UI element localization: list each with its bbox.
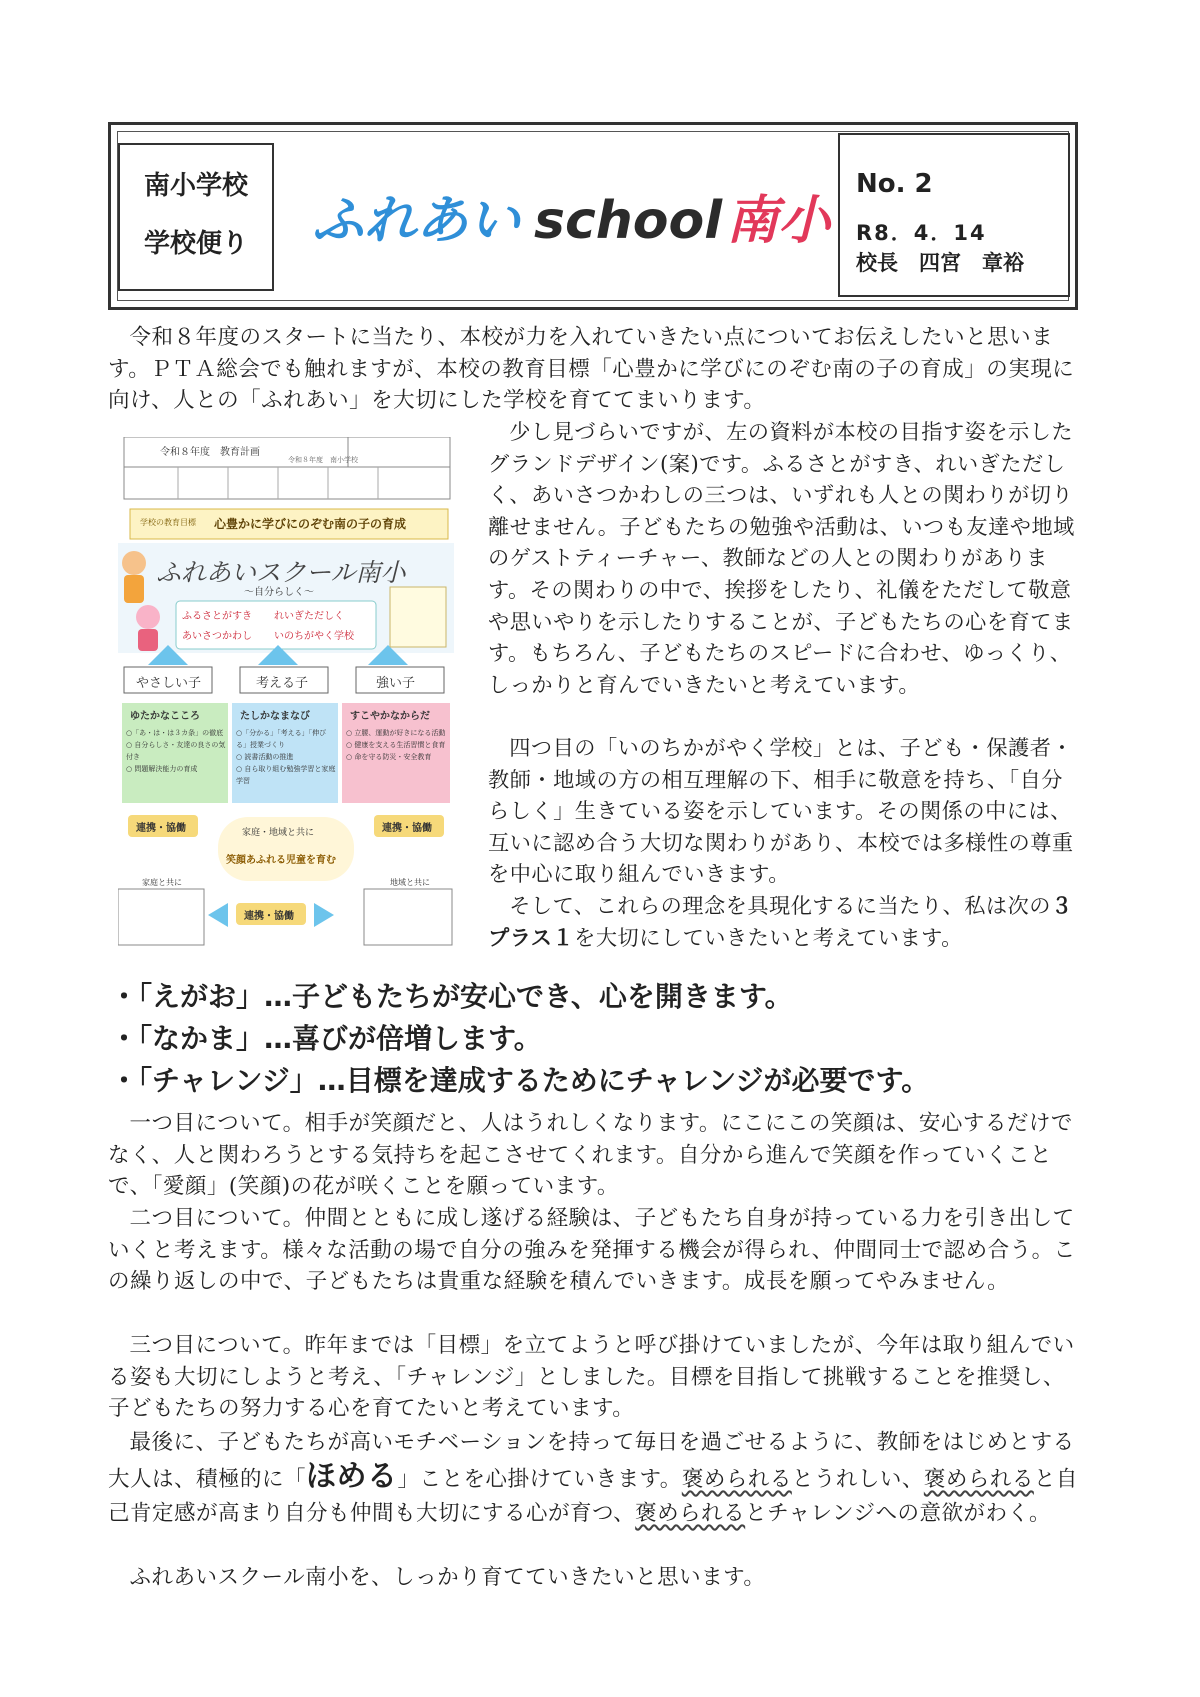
fig-center-main: 笑顔あふれる児童を育む xyxy=(226,855,336,866)
homerareru-3: 褒められる xyxy=(635,1501,746,1526)
body-paragraph-2: 二つ目について。仲間とともに成し遂げる経験は、子どもたち自身が持っている力を引き出していくと考えます。様々な活動の場で自分の強みを発揮する機会が得られ、仲間同士で認め合う。この繰り返しの中で、子どもたちは貴重な経験を積んでいきます。成長を願ってやみません。 xyxy=(108,1206,1076,1295)
grand-design-graphic xyxy=(118,437,454,947)
title-part-school: school xyxy=(534,191,723,251)
newsletter-title xyxy=(312,178,852,258)
fig-link-left: 連携・協働 xyxy=(136,823,186,834)
body-p4-text-a: 最後に、子どもたちが高いモチベーションを持って毎日を過ごせるように、教師をはじめとする大人は、積極的に「 xyxy=(108,1430,1075,1492)
fig-col2-head: たしかなまなび xyxy=(240,711,310,722)
fig-col1-line: ○「あ・は・は３カ条」の徹底 xyxy=(126,729,224,737)
intro-p4-text-b: を大切にしていきたいと考えています。 xyxy=(574,924,963,950)
fig-item-2: れいぎただしく xyxy=(274,611,344,622)
three-plus-one: ３プラス１ xyxy=(488,893,1073,950)
fig-col2-line: ○ 読書活動の推進 xyxy=(236,753,294,761)
issue-date: R8．4．14 xyxy=(856,221,987,245)
fig-col3-head: すこやかなからだ xyxy=(350,711,430,722)
intro-paragraph-1: 令和８年度のスタートに当たり、本校が力を入れていきたい点についてお伝えしたいと思います。ＰＴＡ総会でも触れますが、本校の教育目標「心豊かに学びにのぞむ南の子の育成」の実現に向け、人との「ふれあい」を大切にした学校を育ててまいります。 xyxy=(108,325,1075,414)
fig-main-title: ふれあいスクール南小 xyxy=(156,558,406,587)
fig-col1-line: ○ 自分らしさ・友達の良さの気付き xyxy=(126,741,226,761)
body-p4-text-c: とうれしい、 xyxy=(791,1467,924,1492)
homerareru-1: 褒められる xyxy=(681,1467,792,1492)
body-paragraph-1: 一つ目について。相手が笑顔だと、人はうれしくなります。にこにこの笑顔は、安心するだけでなく、人と関わろうとする気持ちを起こさせてくれます。自分から進んで笑顔を作っていくことで、「愛顔」(笑顔)の花が咲くことを願っています。 xyxy=(108,1111,1073,1200)
title-part-minamisho: 南小 xyxy=(726,191,831,251)
fig-col1-head: ゆたかなこころ xyxy=(130,711,200,722)
fig-goal-text: 心豊かに学びにのぞむ南の子の育成 xyxy=(214,517,407,531)
fig-right-label: 地域と共に xyxy=(390,878,430,887)
fig-col3-line: ○ 命を守る防災・安全教育 xyxy=(346,753,432,761)
fig-child-strong: 強い子 xyxy=(376,676,416,691)
issue-info-box xyxy=(838,133,1070,297)
bullet-challenge: ・「チャレンジ」…目標を達成するためにチャレンジが必要です。 xyxy=(110,1064,930,1097)
fig-col1-body xyxy=(126,727,226,775)
homerareru-2: 褒められる xyxy=(923,1467,1034,1492)
issue-number: No. 2 xyxy=(856,169,933,199)
intro-paragraph-2: 少し見づらいですが、左の資料が本校の目指す姿を示したグランドデザイン(案)です。ふるさとがすき、れいぎただしく、あいさつかわしの三つは、いずれも人との関わりが切り離せません。子どもたちの勉強や活動は、いつも友達や地域のゲストティーチャー、教師などの人との関わりがあります。その関わりの中で、挨拶をしたり、礼儀をただして敬意や思いやりを示したりすることが、子どもたちの心を育てます。もちろん、子どもたちのスピードに合わせ、ゆっくり、しっかりと育んでいきたいと考えています。 xyxy=(488,419,1075,697)
fig-link-right: 連携・協働 xyxy=(382,823,432,834)
body-paragraph-3: 三つ目について。昨年までは「目標」を立てようと呼び掛けていましたが、今年は取り組んでいる姿も大切にしようと考え、「チャレンジ」としました。目標を目指して挑戦することを推奨し、子どもたちの努力する心を育てたいと考えています。 xyxy=(108,1333,1075,1422)
body-p4-text-b: 」ことを心掛けていきます。 xyxy=(397,1467,682,1492)
bullet-nakama: ・「なかま」…喜びが倍増します。 xyxy=(110,1022,542,1055)
three-plus-one-list xyxy=(110,976,1080,1102)
fig-link-bottom: 連携・協働 xyxy=(244,911,294,922)
body-p4-text-d: と自己肯定感が高まり自分も仲間も大切にする心が育つ、 xyxy=(108,1467,1078,1526)
fig-sub-title: 〜自分らしく〜 xyxy=(244,587,314,598)
school-label-box xyxy=(118,143,274,291)
body-paragraph-5: ふれあいスクール南小を、しっかり育てていきたいと思います。 xyxy=(129,1565,766,1590)
fig-col3-line: ○ 健康を支える生活習慣と食育 xyxy=(346,741,446,749)
intro-paragraph-4 xyxy=(488,890,1078,953)
fig-col2-body xyxy=(236,727,336,787)
fig-col3-body xyxy=(346,727,448,763)
fig-item-1: ふるさとがすき xyxy=(182,611,252,622)
fig-col2-line: ○ 自ら取り組む勉強学習と家庭学習 xyxy=(236,765,336,785)
grand-design-figure xyxy=(118,437,454,947)
fig-plan-title: 令和８年度 教育計画 xyxy=(160,447,260,458)
fig-goal-label: 学校の教育目標 xyxy=(140,518,196,527)
intro-paragraph-3: 四つ目の「いのちかがやく学校」とは、子ども・保護者・教師・地域の方の相互理解の下、相手に敬意を持ち、「自分らしく」生きている姿を示しています。その関係の中には、互いに認め合う大切な関わりがあり、本校では多様性の尊重を中心に取り組んでいきます。 xyxy=(488,735,1074,887)
fig-col1-line: ○ 問題解決能力の育成 xyxy=(126,765,198,773)
body-paragraph-4 xyxy=(108,1426,1078,1531)
fig-col3-line: ○ 立腰、運動が好きになる活動 xyxy=(346,729,446,737)
homeru-emphasis: ほめる xyxy=(306,1459,398,1494)
fig-item-4: いのちがやく学校 xyxy=(274,631,354,642)
fig-plan-org: 令和８年度 南小学校 xyxy=(288,456,358,464)
fig-center-top: 家庭・地域と共に xyxy=(242,828,315,838)
title-part-fureai: ふれあい xyxy=(312,191,521,251)
fig-left-label: 家庭と共に xyxy=(142,878,182,887)
newsletter-label: 学校便り xyxy=(143,229,248,259)
bullet-egao: ・「えがお」…子どもたちが安心でき、心を開きます。 xyxy=(110,980,793,1013)
intro-p4-text-a: そして、これらの理念を具現化するに当たり、私は次の xyxy=(509,893,1051,918)
fig-child-think: 考える子 xyxy=(256,676,309,691)
fig-col2-line: ○「分かる」「考える」「伸びる」授業づくり xyxy=(236,729,327,749)
fig-child-kind: やさしい子 xyxy=(136,676,202,691)
body-p4-text-e: とチャレンジへの意欲がわく。 xyxy=(745,1501,1052,1526)
principal-name: 校長 四宮 章裕 xyxy=(856,251,1024,275)
school-name: 南小学校 xyxy=(143,171,248,201)
fig-item-3: あいさつかわし xyxy=(182,631,252,642)
